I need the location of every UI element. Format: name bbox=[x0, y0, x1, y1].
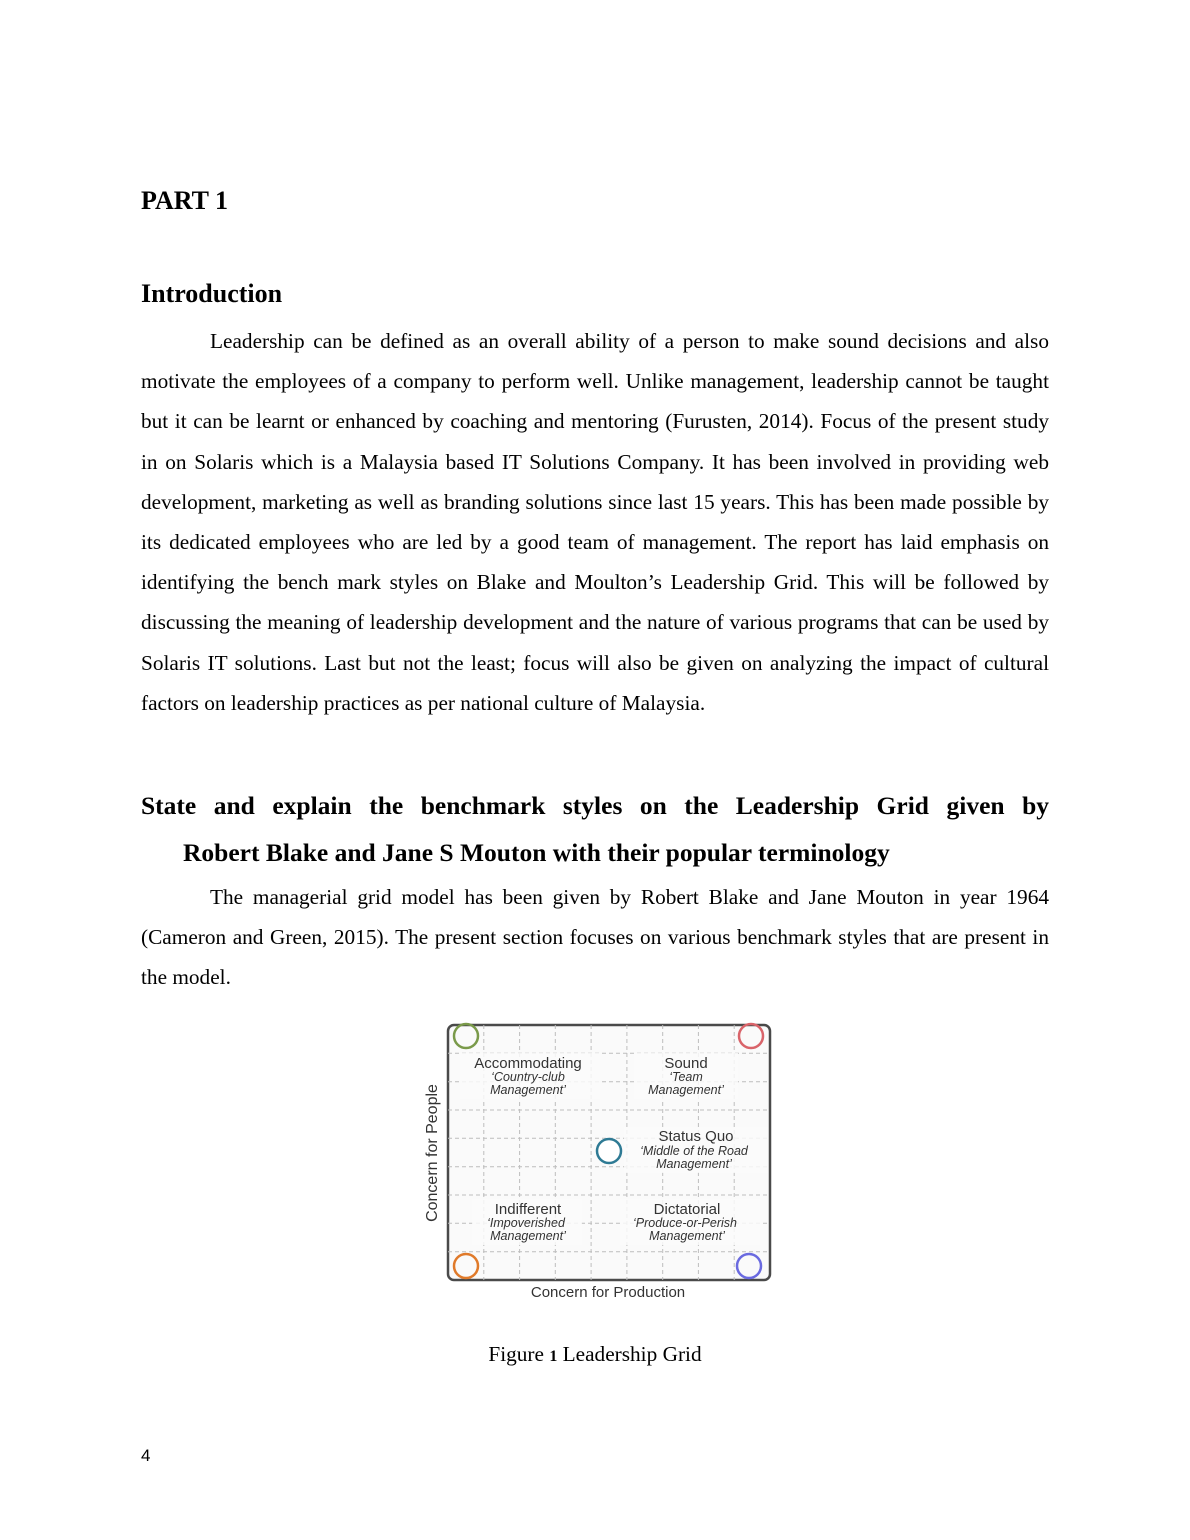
caption-number: 1 bbox=[549, 1348, 558, 1365]
introduction-heading: Introduction bbox=[141, 279, 283, 308]
figure-caption bbox=[0, 1342, 1190, 1367]
sound-term-line2: Management’ bbox=[648, 1083, 724, 1097]
accommodating-term-line2: Management’ bbox=[490, 1083, 566, 1097]
x-axis-label: Concern for Production bbox=[530, 1284, 686, 1301]
accommodating-label: Accommodating bbox=[474, 1055, 582, 1072]
caption-prefix: Figure bbox=[488, 1342, 544, 1366]
indifferent-term-line2: Management’ bbox=[490, 1229, 566, 1243]
benchmark-styles-heading-line1: State and explain the benchmark styles on the Leadership Grid given by bbox=[141, 791, 1049, 820]
sound-label: Sound bbox=[664, 1055, 708, 1072]
part-title: PART 1 bbox=[141, 186, 228, 215]
leadership-grid-figure bbox=[416, 1017, 786, 1307]
center-circle bbox=[597, 1139, 621, 1163]
status-quo-label: Status Quo bbox=[658, 1128, 734, 1145]
dictatorial-term-line1: ‘Produce-or-Perish bbox=[633, 1216, 737, 1230]
managerial-grid-paragraph: The managerial grid model has been given by Robert Blake and Jane Mouton in year 1964 (Cameron and Green, 2015). The present section focuses on various benchmark styles that are present in the model. bbox=[141, 885, 1049, 990]
dictatorial-term-line2: Management’ bbox=[649, 1229, 725, 1243]
benchmark-styles-heading bbox=[141, 782, 1049, 876]
accommodating-term-line1: ‘Country-club bbox=[491, 1070, 565, 1084]
status-quo-term-line2: Management’ bbox=[656, 1157, 732, 1171]
dictatorial-label: Dictatorial bbox=[653, 1201, 721, 1218]
y-axis-label: Concern for People bbox=[424, 1084, 441, 1222]
indifferent-label: Indifferent bbox=[494, 1201, 562, 1218]
page-number: 4 bbox=[141, 1446, 151, 1465]
benchmark-styles-heading-line2: Robert Blake and Jane S Mouton with their popular terminology bbox=[183, 838, 890, 867]
introduction-paragraph: Leadership can be defined as an overall ability of a person to make sound decisions and also motivate the employees of a company to perform well. Unlike management, leadership cannot be taught but it can be learnt or enhanced by coaching and mentoring (Furusten, 2014). Focus of the present study in on Solaris which is a Malaysia based IT Solutions Company. It has been involved in providing web development, marketing as well as branding solutions since last 15 years. This has been made possible by its dedicated employees who are led by a good team of management. The report has laid emphasis on identifying the bench mark styles on Blake and Moulton’s Leadership Grid. This will be followed by discussing the meaning of leadership development and the nature of various programs that can be used by Solaris IT solutions. Last but not the least; focus will also be given on analyzing the impact of cultural factors on leadership practices as per national culture of Malaysia. bbox=[141, 329, 1049, 715]
sound-term-line1: ‘Team bbox=[669, 1070, 703, 1084]
status-quo-term-line1: ‘Middle of the Road bbox=[640, 1144, 748, 1158]
caption-text: Leadership Grid bbox=[562, 1342, 702, 1366]
indifferent-term-line1: ‘Impoverished bbox=[487, 1216, 565, 1230]
